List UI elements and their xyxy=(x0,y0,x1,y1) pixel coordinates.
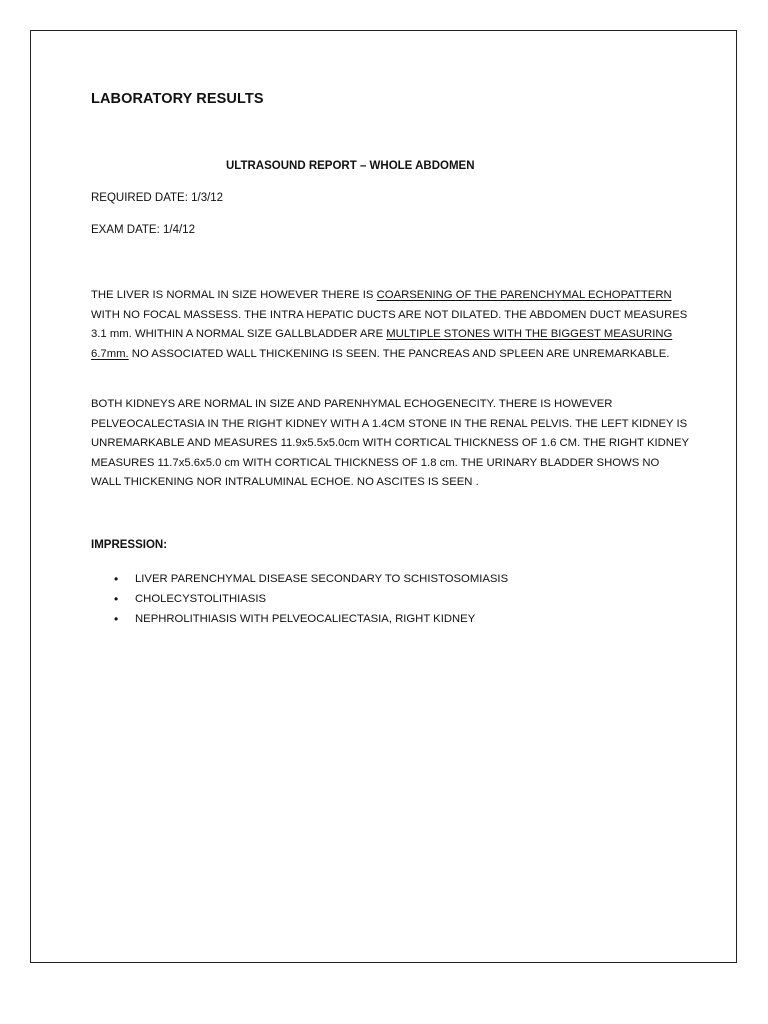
impression-item xyxy=(91,610,508,630)
document-title: LABORATORY RESULTS xyxy=(91,91,264,107)
findings-paragraph-liver xyxy=(91,286,691,364)
underlined-finding-gallbladder: MULTIPLE STONES WITH THE BIGGEST MEASURING 6.7mm. xyxy=(91,328,673,360)
impression-list xyxy=(91,570,508,630)
findings-paragraph-kidneys: BOTH KIDNEYS ARE NORMAL IN SIZE AND PARENHYMAL ECHOGENECITY. THERE IS HOWEVER PELVEOCALECTASIA IN THE RIGHT KIDNEY WITH A 1.4CM STONE IN THE RENAL PELVIS. THE LEFT KIDNEY IS UNREMARKABLE AND MEASURES 11.9x5.5x5.0cm WITH CORTICAL THICKNESS OF 1.6 CM. THE RIGHT KIDNEY MEASURES 11.7x5.6x5.0 cm WITH CORTICAL THICKNESS OF 1.8 cm. THE URINARY BLADDER SHOWS NO WALL THICKENING NOR INTRALUMINAL ECHOE. NO ASCITES IS SEEN . xyxy=(91,398,689,488)
underlined-finding-liver: COARSENING OF THE PARENCHYMAL ECHOPATTERN xyxy=(376,289,672,301)
impression-text: CHOLECYSTOLITHIASIS xyxy=(135,593,266,605)
bullet-icon: • xyxy=(114,612,119,626)
impression-item xyxy=(91,590,508,610)
bullet-icon: • xyxy=(114,572,119,586)
required-date: REQUIRED DATE: 1/3/12 xyxy=(91,192,224,204)
bullet-icon: • xyxy=(114,592,119,606)
impression-text: NEPHROLITHIASIS WITH PELVEOCALIECTASIA, RIGHT KIDNEY xyxy=(135,613,476,625)
impression-heading: IMPRESSION: xyxy=(91,539,168,551)
impression-item xyxy=(91,570,508,590)
findings-text: WITH NO FOCAL MASSESS. THE INTRA HEPATIC DUCTS ARE NOT DILATED. THE ABDOMEN DUCT MEASURES 3.1 mm. WHITHIN A NORMAL SIZE GALLBLADDER ARE xyxy=(91,308,688,340)
findings-text: THE LIVER IS NORMAL IN SIZE HOWEVER THERE IS xyxy=(91,289,377,301)
exam-date: EXAM DATE: 1/4/12 xyxy=(91,224,195,236)
impression-text: LIVER PARENCHYMAL DISEASE SECONDARY TO SCHISTOSOMIASIS xyxy=(135,573,509,585)
findings-text: NO ASSOCIATED WALL THICKENING IS SEEN. THE PANCREAS AND SPLEEN ARE UNREMARKABLE. xyxy=(128,347,670,360)
report-title: ULTRASOUND REPORT – WHOLE ABDOMEN xyxy=(226,160,475,172)
